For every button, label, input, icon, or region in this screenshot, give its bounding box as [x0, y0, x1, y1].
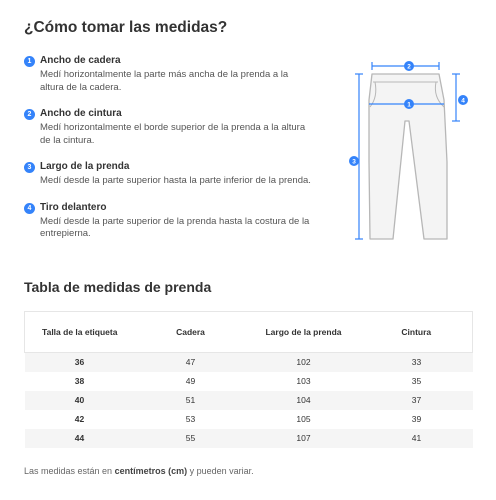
- waist-cell: 37: [361, 391, 473, 410]
- step-title: Ancho de cintura: [40, 108, 122, 119]
- step-garment-length: [24, 160, 314, 188]
- footnote-text: Las medidas están en: [24, 466, 115, 476]
- size-cell: 36: [25, 353, 135, 372]
- step-description: Medí horizontalmente la parte más ancha de la prenda a la altura de la cadera.: [40, 69, 289, 93]
- table-title: Tabla de medidas de prenda: [24, 279, 212, 295]
- step-description: Medí desde la parte superior de la prenda hasta la costura de la entrepierna.: [40, 215, 310, 239]
- marker-1-label: 1: [407, 101, 411, 109]
- hip-cell: 55: [135, 429, 247, 448]
- step-number-badge: 2: [24, 109, 35, 120]
- step-waist-width: [24, 107, 314, 147]
- page-title: ¿Cómo tomar las medidas?: [24, 19, 228, 36]
- size-cell: 40: [25, 391, 135, 410]
- units-footnote: [24, 466, 254, 476]
- column-header-length: Largo de la prenda: [247, 312, 361, 353]
- length-cell: 102: [247, 353, 361, 372]
- step-number-badge: 4: [24, 203, 35, 214]
- footnote-text-end: y pueden variar.: [187, 466, 254, 476]
- marker-4-label: 4: [461, 97, 465, 105]
- table-header-row: [25, 312, 473, 353]
- size-cell: 38: [25, 372, 135, 391]
- pants-outline: [369, 74, 447, 239]
- step-front-rise: [24, 201, 314, 241]
- size-cell: 42: [25, 410, 135, 429]
- footnote-unit: centímetros (cm): [114, 466, 188, 476]
- column-header-hip: Cadera: [135, 312, 247, 353]
- size-table: [24, 311, 473, 448]
- waist-cell: 41: [361, 429, 473, 448]
- step-number-badge: 1: [24, 56, 35, 67]
- hip-cell: 49: [135, 372, 247, 391]
- step-title: Largo de la prenda: [40, 161, 130, 172]
- pants-measurement-diagram: [340, 55, 470, 245]
- step-title: Tiro delantero: [40, 201, 107, 213]
- step-description: Medí desde la parte superior hasta la parte inferior de la prenda.: [40, 175, 311, 186]
- column-header-size-label: Talla de la etiqueta: [25, 312, 135, 353]
- size-cell: 44: [25, 429, 135, 448]
- table-row: [25, 391, 473, 410]
- measurement-steps: [24, 54, 314, 241]
- step-title: Ancho de cadera: [40, 55, 121, 66]
- table-row: [25, 429, 473, 448]
- hip-cell: 53: [135, 410, 247, 429]
- length-cell: 104: [247, 391, 361, 410]
- step-hip-width: [24, 54, 314, 94]
- waist-cell: 33: [361, 353, 473, 372]
- hip-cell: 51: [135, 391, 247, 410]
- table-row: [25, 372, 473, 391]
- length-cell: 107: [247, 429, 361, 448]
- step-number-badge: 3: [24, 162, 35, 173]
- column-header-waist: Cintura: [361, 312, 473, 353]
- length-cell: 105: [247, 410, 361, 429]
- length-cell: 103: [247, 372, 361, 391]
- marker-2-label: 2: [407, 63, 411, 71]
- step-description: Medí horizontalmente el borde superior de la prenda a la altura de la cintura.: [40, 122, 306, 146]
- table-row: [25, 353, 473, 372]
- waist-cell: 39: [361, 410, 473, 429]
- hip-cell: 47: [135, 353, 247, 372]
- marker-3-label: 3: [352, 158, 356, 166]
- table-row: [25, 410, 473, 429]
- waist-cell: 35: [361, 372, 473, 391]
